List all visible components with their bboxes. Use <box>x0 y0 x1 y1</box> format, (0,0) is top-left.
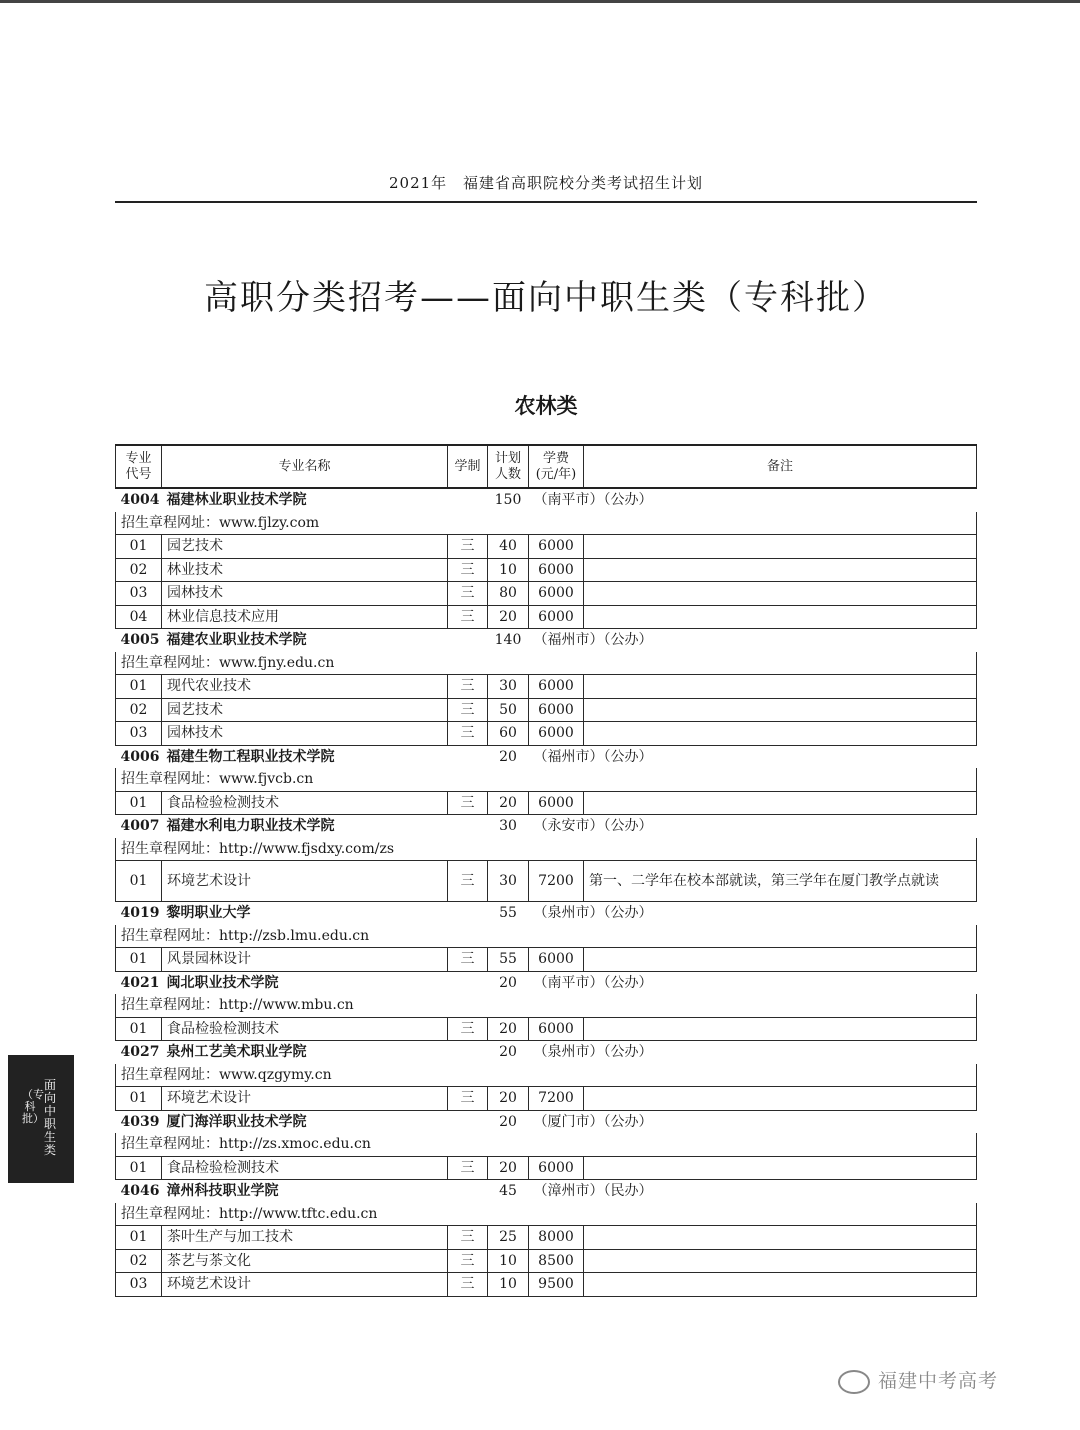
major-years: 三 <box>448 698 488 722</box>
school-code: 4039 <box>116 1110 162 1133</box>
school-plan: 30 <box>488 815 529 838</box>
school-row <box>116 971 977 994</box>
major-code: 01 <box>116 675 162 699</box>
school-name: 漳州科技职业学院 <box>162 1180 488 1203</box>
major-years: 三 <box>448 605 488 629</box>
major-code: 03 <box>116 1273 162 1297</box>
school-note: （永安市）（公办） <box>529 815 977 838</box>
school-plan: 150 <box>488 488 529 512</box>
major-fee: 6000 <box>529 605 584 629</box>
major-row <box>116 582 977 606</box>
major-note <box>584 582 977 606</box>
major-note: 第一、二学年在校本部就读，第三学年在厦门教学点就读 <box>584 861 977 902</box>
side-tab-label: 面向中职生类 <box>43 1078 56 1157</box>
major-name: 环境艺术设计 <box>162 1087 448 1111</box>
major-plan: 30 <box>488 675 529 699</box>
major-code: 01 <box>116 535 162 559</box>
major-note <box>584 791 977 815</box>
school-plan: 45 <box>488 1180 529 1203</box>
major-row <box>116 1273 977 1297</box>
major-fee: 6000 <box>529 722 584 746</box>
header-title: 福建省高职院校分类考试招生计划 <box>462 174 703 192</box>
school-plan: 20 <box>488 1110 529 1133</box>
major-row <box>116 1226 977 1250</box>
watermark <box>838 1366 998 1394</box>
major-fee: 7200 <box>529 861 584 902</box>
major-row <box>116 605 977 629</box>
header-divider <box>115 201 977 203</box>
major-fee: 6000 <box>529 698 584 722</box>
school-name: 黎明职业大学 <box>162 902 488 925</box>
school-row <box>116 745 977 768</box>
major-name: 园艺技术 <box>162 698 448 722</box>
major-row <box>116 535 977 559</box>
major-note <box>584 675 977 699</box>
school-url-row <box>116 1064 977 1087</box>
major-note <box>584 1087 977 1111</box>
school-note: （厦门市）（公办） <box>529 1110 977 1133</box>
major-note <box>584 1249 977 1273</box>
school-note: （福州市）（公办） <box>529 629 977 652</box>
school-url: 招生章程网址：www.fjvcb.cn <box>116 768 977 791</box>
major-fee: 6000 <box>529 1156 584 1180</box>
school-code: 4007 <box>116 815 162 838</box>
school-plan: 20 <box>488 1041 529 1064</box>
major-note <box>584 1273 977 1297</box>
school-url: 招生章程网址：http://zs.xmoc.edu.cn <box>116 1133 977 1156</box>
major-name: 现代农业技术 <box>162 675 448 699</box>
major-code: 02 <box>116 558 162 582</box>
major-code: 01 <box>116 1156 162 1180</box>
major-name: 园艺技术 <box>162 535 448 559</box>
major-fee: 8500 <box>529 1249 584 1273</box>
major-fee: 7200 <box>529 1087 584 1111</box>
school-row <box>116 1041 977 1064</box>
major-row <box>116 791 977 815</box>
major-row <box>116 558 977 582</box>
wechat-icon <box>838 1370 870 1394</box>
school-code: 4027 <box>116 1041 162 1064</box>
school-name: 福建水利电力职业技术学院 <box>162 815 488 838</box>
school-plan: 140 <box>488 629 529 652</box>
major-plan: 60 <box>488 722 529 746</box>
school-url-row <box>116 768 977 791</box>
major-years: 三 <box>448 1273 488 1297</box>
major-row <box>116 861 977 902</box>
school-row <box>116 902 977 925</box>
major-row <box>116 1156 977 1180</box>
major-name: 环境艺术设计 <box>162 1273 448 1297</box>
school-row <box>116 629 977 652</box>
school-name: 福建林业职业技术学院 <box>162 488 488 512</box>
major-years: 三 <box>448 1249 488 1273</box>
major-note <box>584 698 977 722</box>
school-url: 招生章程网址：http://www.fjsdxy.com/zs <box>116 838 977 861</box>
school-url: 招生章程网址：www.fjlzy.com <box>116 512 977 535</box>
major-note <box>584 722 977 746</box>
major-row <box>116 1087 977 1111</box>
top-border <box>0 0 1080 3</box>
school-url: 招生章程网址：http://zsb.lmu.edu.cn <box>116 925 977 948</box>
school-name: 福建农业职业技术学院 <box>162 629 488 652</box>
major-code: 03 <box>116 722 162 746</box>
major-years: 三 <box>448 791 488 815</box>
major-name: 环境艺术设计 <box>162 861 448 902</box>
major-fee: 6000 <box>529 558 584 582</box>
school-plan: 20 <box>488 745 529 768</box>
header-year: 2021年 <box>389 174 448 192</box>
col-header-plan: 计划人数 <box>488 445 529 488</box>
school-plan: 55 <box>488 902 529 925</box>
major-fee: 6000 <box>529 675 584 699</box>
major-years: 三 <box>448 861 488 902</box>
major-code: 01 <box>116 791 162 815</box>
major-years: 三 <box>448 1017 488 1041</box>
major-plan: 20 <box>488 605 529 629</box>
page-header <box>115 172 977 200</box>
school-name: 福建生物工程职业技术学院 <box>162 745 488 768</box>
school-url-row <box>116 1203 977 1226</box>
major-plan: 10 <box>488 1273 529 1297</box>
major-fee: 8000 <box>529 1226 584 1250</box>
major-note <box>584 535 977 559</box>
major-fee: 6000 <box>529 582 584 606</box>
major-plan: 40 <box>488 535 529 559</box>
major-code: 02 <box>116 698 162 722</box>
school-url-row <box>116 1133 977 1156</box>
major-years: 三 <box>448 1087 488 1111</box>
major-plan: 50 <box>488 698 529 722</box>
side-section-tab <box>8 1055 74 1183</box>
major-code: 03 <box>116 582 162 606</box>
major-plan: 80 <box>488 582 529 606</box>
major-row <box>116 675 977 699</box>
major-plan: 20 <box>488 1017 529 1041</box>
school-code: 4019 <box>116 902 162 925</box>
school-code: 4046 <box>116 1180 162 1203</box>
major-code: 04 <box>116 605 162 629</box>
major-name: 食品检验检测技术 <box>162 791 448 815</box>
school-url: 招生章程网址：http://www.mbu.cn <box>116 994 977 1017</box>
school-url: 招生章程网址：http://www.tftc.edu.cn <box>116 1203 977 1226</box>
major-years: 三 <box>448 535 488 559</box>
major-fee: 9500 <box>529 1273 584 1297</box>
major-fee: 6000 <box>529 535 584 559</box>
school-url-row <box>116 512 977 535</box>
major-name: 茶艺与茶文化 <box>162 1249 448 1273</box>
category-title: 农林类 <box>514 394 578 418</box>
major-plan: 10 <box>488 1249 529 1273</box>
major-years: 三 <box>448 582 488 606</box>
major-note <box>584 1156 977 1180</box>
school-name: 闽北职业技术学院 <box>162 971 488 994</box>
school-code: 4006 <box>116 745 162 768</box>
major-note <box>584 1226 977 1250</box>
major-name: 林业技术 <box>162 558 448 582</box>
major-fee: 6000 <box>529 1017 584 1041</box>
major-name: 风景园林设计 <box>162 948 448 972</box>
major-row <box>116 1249 977 1273</box>
school-url-row <box>116 925 977 948</box>
major-fee: 6000 <box>529 791 584 815</box>
major-name: 食品检验检测技术 <box>162 1156 448 1180</box>
major-note <box>584 558 977 582</box>
major-code: 01 <box>116 1017 162 1041</box>
table-body <box>116 488 977 1296</box>
major-row <box>116 722 977 746</box>
major-plan: 20 <box>488 1156 529 1180</box>
school-url: 招生章程网址：www.fjny.edu.cn <box>116 652 977 675</box>
table-header-row <box>116 445 977 488</box>
major-row <box>116 698 977 722</box>
major-plan: 30 <box>488 861 529 902</box>
school-code: 4005 <box>116 629 162 652</box>
major-code: 02 <box>116 1249 162 1273</box>
school-note: （泉州市）（公办） <box>529 902 977 925</box>
school-plan: 20 <box>488 971 529 994</box>
major-years: 三 <box>448 558 488 582</box>
major-name: 园林技术 <box>162 582 448 606</box>
school-name: 厦门海洋职业技术学院 <box>162 1110 488 1133</box>
major-note <box>584 948 977 972</box>
page-title: 高职分类招考——面向中职生类（专科批） <box>204 278 888 318</box>
school-note: （漳州市）（民办） <box>529 1180 977 1203</box>
major-years: 三 <box>448 722 488 746</box>
school-row <box>116 1180 977 1203</box>
school-note: （福州市）（公办） <box>529 745 977 768</box>
major-fee: 6000 <box>529 948 584 972</box>
major-name: 食品检验检测技术 <box>162 1017 448 1041</box>
col-header-name: 专业名称 <box>162 445 448 488</box>
major-note <box>584 605 977 629</box>
col-header-years: 学制 <box>448 445 488 488</box>
major-years: 三 <box>448 1156 488 1180</box>
enrollment-plan-table <box>115 444 977 1297</box>
school-url-row <box>116 652 977 675</box>
school-url: 招生章程网址：www.qzgymy.cn <box>116 1064 977 1087</box>
school-url-row <box>116 838 977 861</box>
school-row <box>116 1110 977 1133</box>
major-name: 林业信息技术应用 <box>162 605 448 629</box>
school-row <box>116 815 977 838</box>
major-name: 园林技术 <box>162 722 448 746</box>
school-code: 4021 <box>116 971 162 994</box>
col-header-code: 专业代号 <box>116 445 162 488</box>
col-header-note: 备注 <box>584 445 977 488</box>
major-code: 01 <box>116 948 162 972</box>
major-name: 茶叶生产与加工技术 <box>162 1226 448 1250</box>
school-note: （南平市）（公办） <box>529 971 977 994</box>
major-code: 01 <box>116 1226 162 1250</box>
major-plan: 10 <box>488 558 529 582</box>
major-plan: 25 <box>488 1226 529 1250</box>
major-plan: 20 <box>488 791 529 815</box>
watermark-text: 福建中考高考 <box>878 1370 999 1392</box>
major-plan: 55 <box>488 948 529 972</box>
major-code: 01 <box>116 1087 162 1111</box>
major-row <box>116 1017 977 1041</box>
school-code: 4004 <box>116 488 162 512</box>
col-header-fee: 学费(元/年) <box>529 445 584 488</box>
major-years: 三 <box>448 1226 488 1250</box>
side-tab-sublabel: （专科批） <box>22 1088 44 1125</box>
major-code: 01 <box>116 861 162 902</box>
school-row <box>116 488 977 512</box>
major-years: 三 <box>448 948 488 972</box>
major-note <box>584 1017 977 1041</box>
major-plan: 20 <box>488 1087 529 1111</box>
major-years: 三 <box>448 675 488 699</box>
school-name: 泉州工艺美术职业学院 <box>162 1041 488 1064</box>
school-note: （南平市）（公办） <box>529 488 977 512</box>
major-row <box>116 948 977 972</box>
school-note: （泉州市）（公办） <box>529 1041 977 1064</box>
school-url-row <box>116 994 977 1017</box>
